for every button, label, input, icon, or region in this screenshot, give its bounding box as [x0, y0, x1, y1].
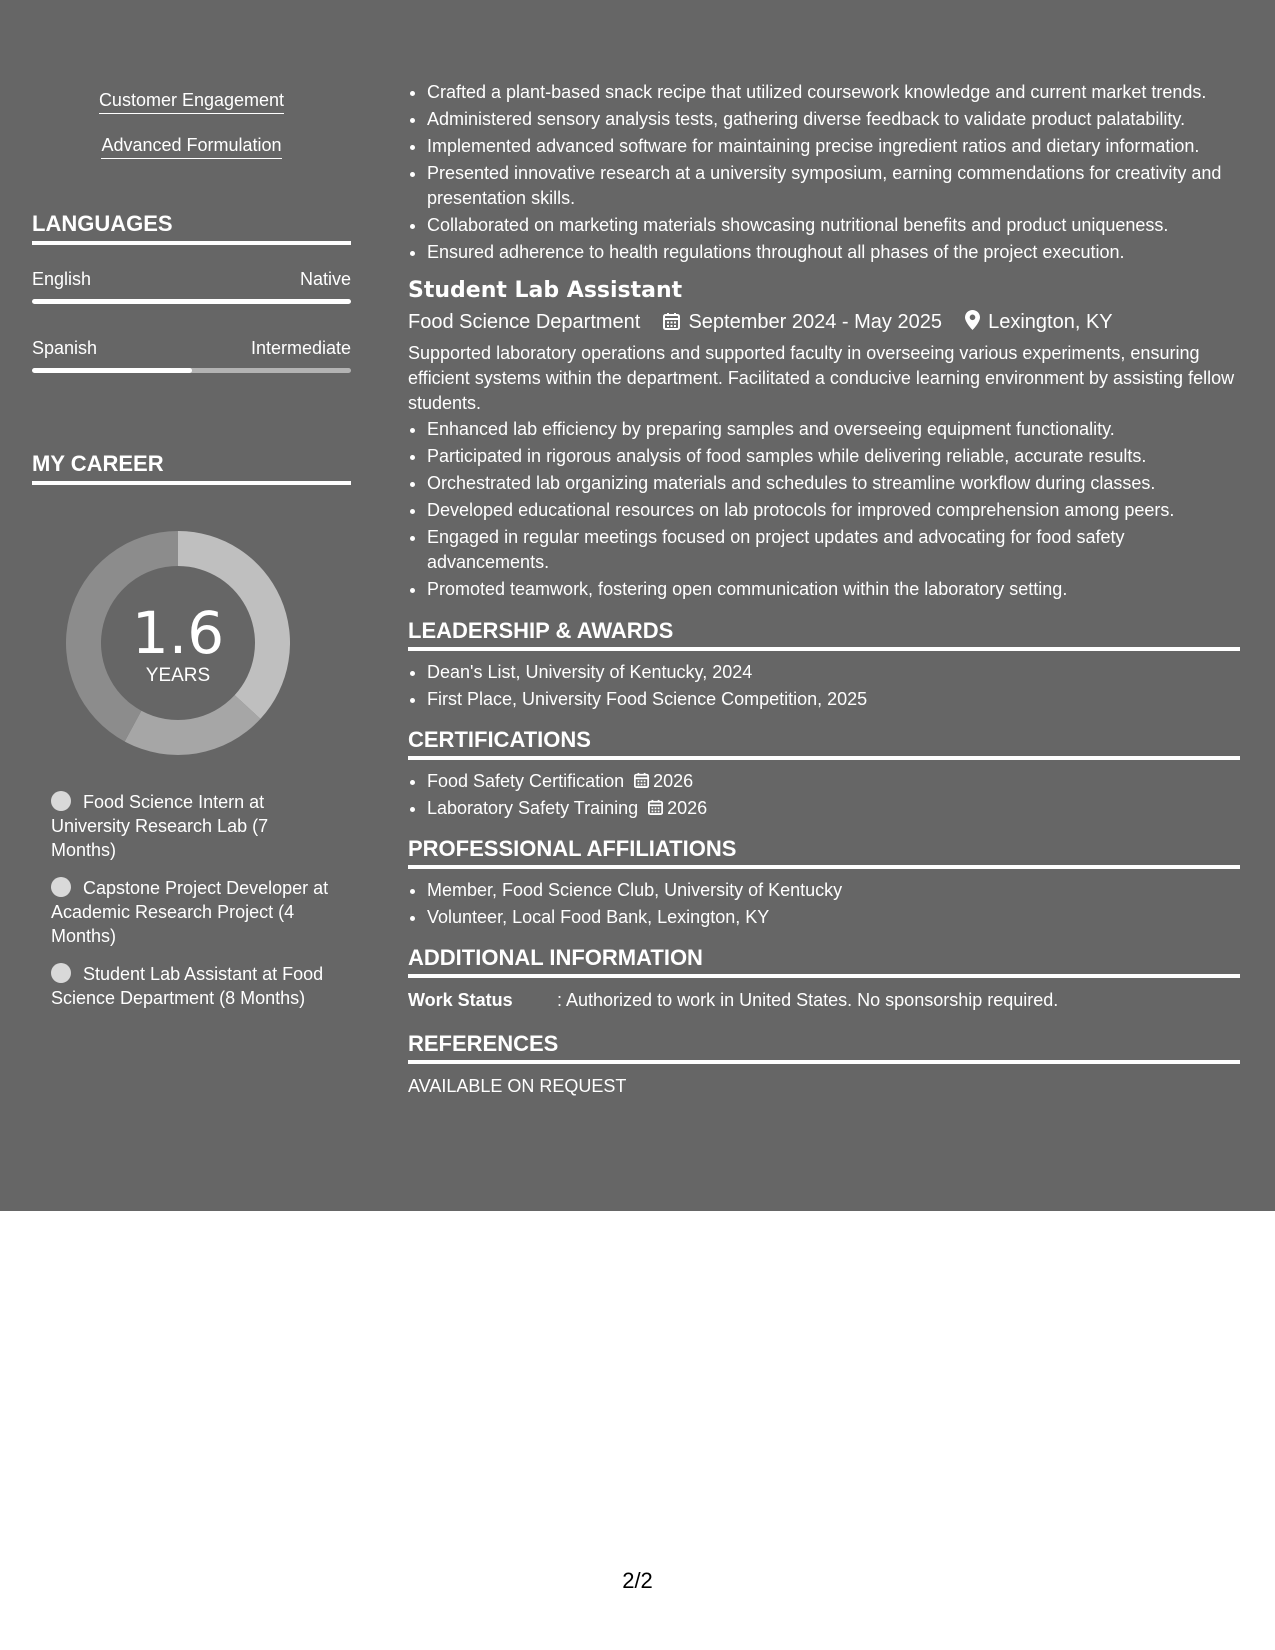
job-bullets — [408, 417, 1240, 602]
job-title: Student Lab Assistant — [408, 278, 683, 303]
affiliations-list — [408, 878, 1240, 930]
prev-job-bullets — [408, 80, 1240, 265]
skill-label: Advanced Formulation — [101, 134, 281, 159]
skill-advanced-formulation — [32, 134, 351, 159]
list-item: • Crafted a plant-based snack recipe that utilized coursework knowledge and current market trends. — [427, 80, 1240, 105]
job-meta — [408, 308, 1240, 336]
list-item: • Promoted teamwork, fostering open communication within the laboratory setting. — [427, 577, 1240, 602]
list-item: • Dean's List, University of Kentucky, 2024 — [427, 660, 1240, 685]
references-heading: REFERENCES — [408, 1031, 1240, 1064]
career-dot-icon — [51, 877, 71, 897]
affiliations-section — [408, 836, 1240, 930]
certification-year: 2026 — [667, 798, 708, 818]
location-pin-icon — [965, 310, 980, 330]
certification-year: 2026 — [653, 771, 694, 791]
job-company: Food Science Department — [408, 311, 641, 333]
work-status-label: Work Status — [408, 990, 513, 1010]
language-name: Spanish — [32, 338, 98, 358]
language-row-spanish — [32, 337, 351, 359]
certification-name: Laboratory Safety Training — [427, 798, 639, 818]
work-status-value: : Authorized to work in United States. No sponsorship required. — [557, 990, 1059, 1010]
career-item-2 — [51, 876, 331, 948]
career-item-text: Food Science Intern at University Research Lab (7 Months) — [51, 792, 269, 860]
list-item — [427, 796, 1240, 821]
job-location: Lexington, KY — [988, 311, 1113, 333]
language-bar-spanish — [32, 368, 351, 373]
language-name: English — [32, 269, 92, 289]
language-level: Native — [299, 269, 351, 289]
calendar-icon — [634, 772, 649, 788]
skill-label: Customer Engagement — [99, 89, 284, 114]
career-years-label: YEARS — [145, 665, 211, 686]
language-level: Intermediate — [250, 338, 351, 358]
list-item: • First Place, University Food Science Competition, 2025 — [427, 687, 1240, 712]
languages-heading: LANGUAGES — [32, 211, 351, 245]
career-heading: MY CAREER — [32, 451, 351, 485]
references-section — [408, 1031, 1240, 1098]
additional-info-section — [408, 945, 1240, 1012]
list-item — [427, 769, 1240, 794]
list-item: • Implemented advanced software for maintaining precise ingredient ratios and dietary information. — [427, 134, 1240, 159]
list-item: • Administered sensory analysis tests, gathering diverse feedback to validate product palatability. — [427, 107, 1240, 132]
page-number: 2/2 — [622, 1568, 653, 1593]
calendar-icon — [648, 799, 663, 815]
skill-customer-engagement — [32, 89, 351, 114]
main-content — [408, 0, 1240, 1098]
language-bar-fill — [32, 299, 351, 304]
job-entry — [408, 277, 1240, 602]
job-description: Supported laboratory operations and supported faculty in overseeing various experiments, ensuring efficient systems within the department. Facilitated a conducive learning environment by assisting fellow students. — [408, 343, 1235, 413]
language-bar-english — [32, 299, 351, 304]
leadership-heading: LEADERSHIP & AWARDS — [408, 618, 1240, 651]
calendar-icon — [663, 312, 680, 330]
list-item: • Ensured adherence to health regulations throughout all phases of the project execution. — [427, 240, 1240, 265]
list-item: • Volunteer, Local Food Bank, Lexington, KY — [427, 905, 1240, 930]
career-dot-icon — [51, 963, 71, 983]
career-total-years: 1.6 — [131, 599, 225, 667]
work-status-row — [408, 988, 1240, 1012]
list-item: • Engaged in regular meetings focused on project updates and advocating for food safety advancements. — [427, 525, 1240, 575]
leadership-list — [408, 660, 1240, 712]
leadership-section — [408, 618, 1240, 712]
additional-info-heading: ADDITIONAL INFORMATION — [408, 945, 1240, 978]
affiliations-heading: PROFESSIONAL AFFILIATIONS — [408, 836, 1240, 869]
certifications-section — [408, 727, 1240, 821]
list-item: • Presented innovative research at a university symposium, earning commendations for creativity and presentation skills. — [427, 161, 1240, 211]
career-item-1 — [51, 790, 331, 862]
language-row-english — [32, 268, 351, 290]
language-bar-fill — [32, 368, 192, 373]
list-item: • Collaborated on marketing materials showcasing nutritional benefits and product uniqueness. — [427, 213, 1240, 238]
certifications-list — [408, 769, 1240, 821]
certifications-heading: CERTIFICATIONS — [408, 727, 1240, 760]
career-dot-icon — [51, 791, 71, 811]
donut-segment-2 — [125, 695, 261, 755]
list-item: • Orchestrated lab organizing materials and schedules to streamline workflow during classes. — [427, 471, 1240, 496]
list-item: • Member, Food Science Club, University of Kentucky — [427, 878, 1240, 903]
list-item: • Participated in rigorous analysis of food samples while delivering reliable, accurate results. — [427, 444, 1240, 469]
career-item-text: Student Lab Assistant at Food Science Department (8 Months) — [51, 964, 324, 1008]
certification-name: Food Safety Certification — [427, 771, 625, 791]
list-item: • Developed educational resources on lab protocols for improved comprehension among peers. — [427, 498, 1240, 523]
career-item-3 — [51, 962, 331, 1010]
references-text: AVAILABLE ON REQUEST — [408, 1076, 627, 1096]
job-dates: September 2024 - May 2025 — [688, 311, 942, 333]
career-item-text: Capstone Project Developer at Academic Research Project (4 Months) — [51, 878, 329, 946]
list-item: • Enhanced lab efficiency by preparing samples and overseeing equipment functionality. — [427, 417, 1240, 442]
